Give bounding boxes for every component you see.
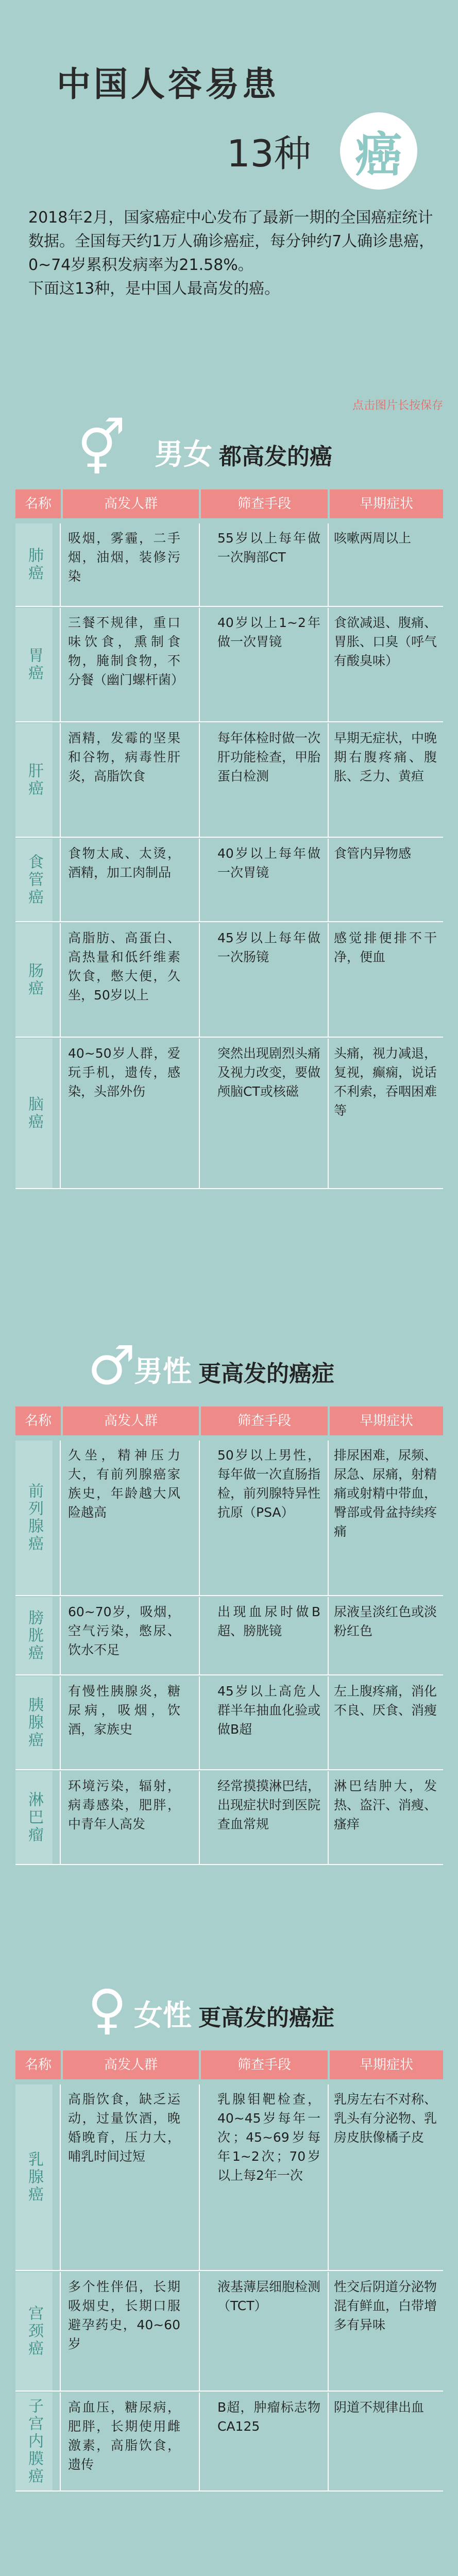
column-divider [199, 1597, 200, 1674]
high-risk-group: 三餐不规律，重口味饮食，熏制食物，腌制食物，不分餐（幽门螺杆菌） [68, 615, 184, 687]
cancer-name: 肺癌 [15, 523, 53, 606]
table-row [15, 2393, 443, 2490]
column-divider [328, 2393, 329, 2490]
column-divider [199, 839, 200, 921]
table-row [15, 1597, 443, 1674]
cancer-name: 食管癌 [15, 839, 53, 921]
section-highlight: 女性 [134, 1999, 192, 2032]
column-divider [60, 1039, 61, 1188]
row-divider [15, 921, 443, 922]
column-divider [199, 2393, 200, 2490]
screening-method: 经常摸摸淋巴结，出现症状时到医院查血常规 [217, 1778, 321, 1832]
column-divider [60, 1676, 61, 1769]
cancer-name: 肠癌 [15, 923, 53, 1037]
screening-method: 45岁以上每年做一次肠镜 [217, 930, 320, 964]
screening-method: 55岁以上每年做一次胸部CT [217, 531, 320, 565]
screening-method: 液基薄层细胞检测（TCT） [217, 2279, 321, 2313]
column-divider [328, 608, 329, 721]
cancer-name: 胰腺癌 [15, 1676, 53, 1769]
high-risk-group: 酒精，发霉的坚果和谷物，病毒性肝炎，高脂饮食 [68, 731, 180, 784]
column-header: 高发人群 [63, 489, 199, 518]
column-header: 名称 [15, 2050, 61, 2079]
early-symptom: 排尿困难，尿频、尿急、尿痛，射精痛或射精中带血，臀部或骨盆持续疼痛 [334, 1448, 437, 1539]
screening-method: 乳腺钼靶检查，40~45岁每年一次；45~69岁每年1~2次；70岁以上每2年一次 [217, 2092, 320, 2183]
column-divider [199, 923, 200, 1037]
high-risk-group: 吸烟，雾霾，二手烟，油烟，装修污染 [68, 531, 180, 584]
column-divider [199, 1771, 200, 1864]
column-header: 筛查手段 [201, 2050, 328, 2079]
column-divider [60, 1771, 61, 1864]
column-divider [199, 608, 200, 721]
section-title: 更高发的癌症 [198, 2005, 334, 2031]
column-divider [60, 2393, 61, 2490]
screening-method: 每年体检时做一次肝功能检查，甲胎蛋白检测 [217, 731, 321, 784]
row-divider [15, 1769, 443, 1770]
early-symptom: 尿液呈淡红色或淡粉红色 [334, 1604, 437, 1638]
column-divider [199, 2272, 200, 2391]
title-badge [340, 112, 417, 190]
high-risk-group: 多个性伴侣，长期吸烟史，长期口服避孕药史，40~60岁 [68, 2279, 180, 2351]
column-divider [328, 2272, 329, 2391]
column-divider [328, 2084, 329, 2270]
column-divider [60, 608, 61, 721]
cancer-name: 淋巴瘤 [15, 1771, 53, 1864]
column-divider [199, 523, 200, 606]
column-divider [328, 839, 329, 921]
table-row [15, 1440, 443, 1595]
early-symptom: 咳嗽两周以上 [334, 531, 412, 546]
table-header [15, 489, 443, 518]
cancer-name: 膀胱癌 [15, 1597, 53, 1674]
column-divider [199, 1039, 200, 1188]
table-row [15, 1771, 443, 1864]
row-divider [15, 606, 443, 607]
screening-method: 出现血尿时做B超、膀胱镜 [217, 1604, 320, 1638]
row-divider [15, 1188, 443, 1189]
early-symptom: 乳房左右不对称、乳头有分泌物、乳房皮肤像橘子皮 [334, 2092, 437, 2145]
section-title: 更高发的癌症 [198, 1361, 334, 1387]
table-row [15, 723, 443, 837]
high-risk-group: 高血压，糖尿病，肥胖，长期使用雌激素，高脂饮食，遗传 [68, 2400, 180, 2472]
column-header: 高发人群 [63, 1406, 199, 1435]
high-risk-group: 久坐，精神压力大，有前列腺癌家族史，年龄越大风险越高 [68, 1448, 180, 1520]
column-divider [199, 1676, 200, 1769]
title-badge-char: 癌 [354, 127, 402, 182]
cancer-name: 前列腺癌 [15, 1440, 53, 1595]
row-divider [15, 721, 443, 722]
table-row [15, 1039, 443, 1188]
table-row [15, 839, 443, 921]
high-risk-group: 有慢性胰腺炎，糖尿病，吸烟，饮酒，家族史 [68, 1684, 180, 1737]
screening-method: 50岁以上男性，每年做一次直肠指检，前列腺特异性抗原（PSA） [217, 1448, 321, 1520]
table-header [15, 2050, 443, 2079]
row-divider [15, 2490, 443, 2492]
early-symptom: 食欲减退、腹痛、胃胀、口臭（呼气有酸臭味） [334, 615, 437, 668]
section-header [0, 1978, 458, 2040]
column-divider [328, 1039, 329, 1188]
row-divider [15, 1674, 443, 1675]
intro-text [28, 206, 435, 301]
page-title: 中国人容易患 [57, 64, 279, 104]
table-row [15, 1676, 443, 1769]
screening-method: 40岁以上每年做一次胃镜 [217, 846, 320, 880]
screening-method: 45岁以上高危人群半年抽血化验或做B超 [217, 1684, 321, 1737]
section-highlight: 男性 [134, 1355, 192, 1388]
early-symptom: 感觉排便排不干净，便血 [334, 930, 437, 964]
cancer-name: 脑癌 [15, 1039, 53, 1188]
table-header [15, 1406, 443, 1435]
screening-method: 40岁以上1~2年做一次胃镜 [217, 615, 320, 649]
row-divider [15, 1864, 443, 1865]
early-symptom: 头痛，视力减退，复视，癫痫，说话不利索，吞咽困难等 [334, 1046, 437, 1118]
cancer-name: 肝癌 [15, 723, 53, 837]
column-header: 早期症状 [330, 1406, 443, 1435]
column-divider [328, 1676, 329, 1769]
column-header: 筛查手段 [201, 489, 328, 518]
intro-paragraph-1: 2018年2月，国家癌症中心发布了最新一期的全国癌症统计数据。全国每天约1万人确诊癌症，每分钟约7人确诊患癌，0~74岁累积发病率为21.58%。 [28, 209, 435, 274]
early-symptom: 阴道不规律出血 [334, 2400, 425, 2415]
male-icon: ♂ [88, 1334, 136, 1397]
early-symptom: 性交后阴道分泌物混有鲜血，白带增多有异味 [334, 2279, 437, 2332]
early-symptom: 左上腹疼痛，消化不良、厌食、消瘦 [334, 1684, 437, 1718]
high-risk-group: 环境污染，辐射，病毒感染，肥胖，中青年人高发 [68, 1778, 180, 1832]
table-row [15, 608, 443, 721]
section-highlight: 男女 [155, 438, 212, 471]
column-divider [60, 839, 61, 921]
column-divider [60, 523, 61, 606]
row-divider [15, 2391, 443, 2392]
column-divider [328, 1771, 329, 1864]
row-divider [15, 2270, 443, 2271]
column-divider [199, 2084, 200, 2270]
save-hint: 点击图片长按保存 [352, 399, 443, 412]
column-divider [328, 723, 329, 837]
column-divider [328, 1597, 329, 1674]
row-divider [15, 1595, 443, 1596]
column-divider [199, 1440, 200, 1595]
cancer-name: 乳腺癌 [15, 2084, 53, 2270]
column-divider [60, 923, 61, 1037]
section-header [0, 1334, 458, 1396]
section-title: 都高发的癌 [219, 444, 332, 470]
column-divider [60, 1597, 61, 1674]
female-icon: ♀ [88, 1978, 127, 2041]
column-header: 名称 [15, 489, 61, 518]
table-row [15, 923, 443, 1037]
column-divider [60, 2084, 61, 2270]
early-symptom: 淋巴结肿大，发热、盗汗、消瘦、瘙痒 [334, 1778, 437, 1832]
column-divider [60, 1440, 61, 1595]
column-divider [328, 923, 329, 1037]
table-row [15, 2084, 443, 2270]
column-divider [328, 523, 329, 606]
cancer-name: 子宫内膜癌 [15, 2393, 53, 2490]
section-header [0, 417, 458, 479]
column-header: 名称 [15, 1406, 61, 1435]
column-header: 早期症状 [330, 2050, 443, 2079]
high-risk-group: 60~70岁，吸烟，空气污染，憋尿、饮水不足 [68, 1604, 180, 1657]
column-divider [199, 723, 200, 837]
column-divider [60, 723, 61, 837]
screening-method: 突然出现剧烈头痛及视力改变，要做颅脑CT或核磁 [217, 1046, 321, 1099]
row-divider [15, 1037, 443, 1038]
early-symptom: 食管内异物感 [334, 846, 412, 861]
high-risk-group: 食物太咸、太烫，酒精，加工肉制品 [68, 846, 180, 880]
column-header: 筛查手段 [201, 1406, 328, 1435]
high-risk-group: 高脂饮食，缺乏运动，过量饮酒，晚婚晚育，压力大，哺乳时间过短 [68, 2092, 180, 2164]
intro-paragraph-2: 下面这13种，是中国人最高发的癌。 [28, 280, 280, 298]
column-header: 高发人群 [63, 2050, 199, 2079]
page-subtitle: 13种 [227, 132, 311, 175]
screening-method: B超，肿瘤标志物CA125 [217, 2400, 320, 2434]
male-female-icon: ⚥ [77, 417, 126, 480]
high-risk-group: 高脂肪、高蛋白、高热量和低纤维素饮食，憋大便，久坐，50岁以上 [68, 930, 180, 1003]
column-header: 早期症状 [330, 489, 443, 518]
table-row [15, 2272, 443, 2391]
cancer-name: 胃癌 [15, 608, 53, 721]
high-risk-group: 40~50岁人群，爱玩手机，遗传，感染，头部外伤 [68, 1046, 180, 1099]
column-divider [60, 2272, 61, 2391]
table-row [15, 523, 443, 606]
early-symptom: 早期无症状，中晚期右腹疼痛、腹胀、乏力、黄疸 [334, 731, 437, 784]
cancer-name: 宫颈癌 [15, 2272, 53, 2391]
column-divider [328, 1440, 329, 1595]
row-divider [15, 837, 443, 838]
